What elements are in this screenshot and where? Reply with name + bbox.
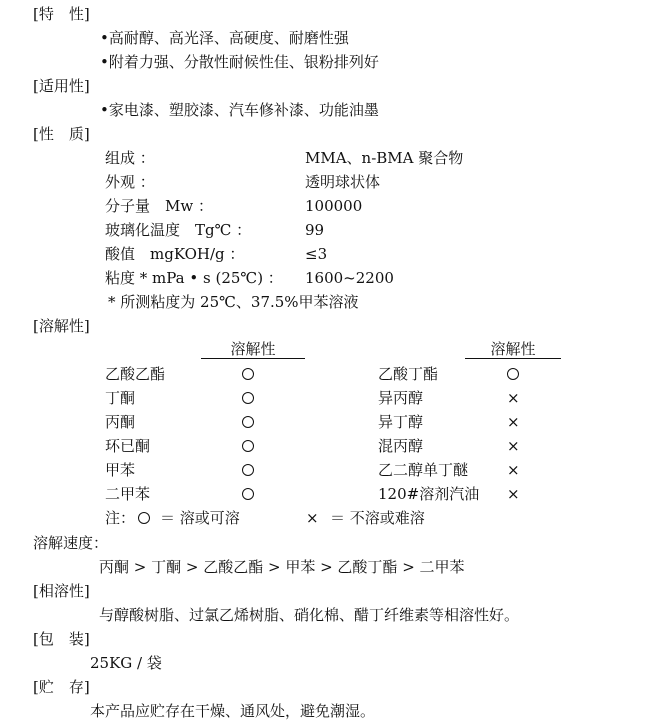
solvent-right-1: 乙酸丁酯 <box>378 365 439 383</box>
solvent-left-5: 甲苯 <box>105 461 136 479</box>
features-heading: [特 性] <box>33 5 90 23</box>
property-label-acid: 酸值 mgKOH/g ： <box>105 245 245 263</box>
viscosity-note: * 所测粘度为 25℃、37.5%甲苯溶液 <box>108 293 359 311</box>
legend-insoluble: ＝ 不溶或难溶 <box>330 509 425 527</box>
legend-prefix: 注： <box>105 509 136 527</box>
soluble-mark-icon <box>242 416 254 429</box>
property-value-mw: 100000 <box>305 197 363 215</box>
property-value-acid: ≤3 <box>305 245 328 263</box>
insoluble-mark-icon: × <box>507 413 520 431</box>
property-label-appearance: 外观 ： <box>105 173 155 191</box>
property-value-appearance: 透明球状体 <box>305 173 381 191</box>
soluble-mark-icon <box>242 392 254 405</box>
insoluble-mark-icon: × <box>507 389 520 407</box>
solvent-left-3: 丙酮 <box>105 413 136 431</box>
property-label-tg: 玻璃化温度 Tg℃ ： <box>105 221 252 239</box>
solvent-left-1: 乙酸乙酯 <box>105 365 166 383</box>
insoluble-mark-icon: × <box>306 509 319 527</box>
solubility-col-header-right: 溶解性 <box>465 340 561 359</box>
property-label-viscosity: 粘度 * mPa • s (25℃) ： <box>105 269 283 287</box>
packaging-heading: [包 装] <box>33 630 90 648</box>
solvent-right-6: 120#溶剂汽油 <box>378 485 480 503</box>
solvent-left-4: 环已酮 <box>105 437 151 455</box>
legend-soluble: ＝ 溶或可溶 <box>160 509 240 527</box>
soluble-mark-icon <box>242 368 254 381</box>
insoluble-mark-icon: × <box>507 485 520 503</box>
solvent-right-4: 混丙醇 <box>378 437 424 455</box>
insoluble-mark-icon: × <box>507 437 520 455</box>
property-label-mw: 分子量 Mw ： <box>105 197 213 215</box>
soluble-mark-icon <box>507 368 519 381</box>
insoluble-mark-icon: × <box>507 461 520 479</box>
property-label-composition: 组成 ： <box>105 149 155 167</box>
solubility-heading: [溶解性] <box>33 317 90 335</box>
solvent-left-2: 丁酮 <box>105 389 136 407</box>
compatibility-text: 与醇酸树脂、过氯乙烯树脂、硝化棉、醋丁纤维素等相溶性好。 <box>99 606 520 624</box>
solvent-right-3: 异丁醇 <box>378 413 424 431</box>
feature-item-2: •附着力强、分散性耐候性佳、银粉排列好 <box>100 53 379 71</box>
feature-item-1: •高耐醇、高光泽、高硬度、耐磨性强 <box>100 29 349 47</box>
soluble-mark-icon <box>138 512 150 525</box>
property-value-composition: MMA、n-BMA 聚合物 <box>305 149 464 167</box>
application-item-1: •家电漆、塑胶漆、汽车修补漆、功能油墨 <box>100 101 379 119</box>
solvent-right-5: 乙二醇单丁醚 <box>378 461 469 479</box>
soluble-mark-icon <box>242 464 254 477</box>
storage-text: 本产品应贮存在干燥、通风处，避免潮湿。 <box>90 702 376 720</box>
solvent-left-6: 二甲苯 <box>105 485 151 503</box>
dissolution-speed-text: 丙酮 > 丁酮 > 乙酸乙酯 > 甲苯 > 乙酸丁酯 > 二甲苯 <box>99 558 465 576</box>
compatibility-heading: [相溶性] <box>33 582 90 600</box>
property-value-tg: 99 <box>305 221 325 239</box>
property-value-viscosity: 1600~2200 <box>305 269 394 287</box>
applications-heading: [适用性] <box>33 77 90 95</box>
properties-heading: [性 质] <box>33 125 90 143</box>
solvent-right-2: 异丙醇 <box>378 389 424 407</box>
soluble-mark-icon <box>242 440 254 453</box>
storage-heading: [贮 存] <box>33 678 90 696</box>
dissolution-speed-heading: 溶解速度： <box>33 534 109 552</box>
soluble-mark-icon <box>242 488 254 501</box>
packaging-text: 25KG / 袋 <box>90 654 162 672</box>
solubility-col-header-left: 溶解性 <box>201 340 305 359</box>
